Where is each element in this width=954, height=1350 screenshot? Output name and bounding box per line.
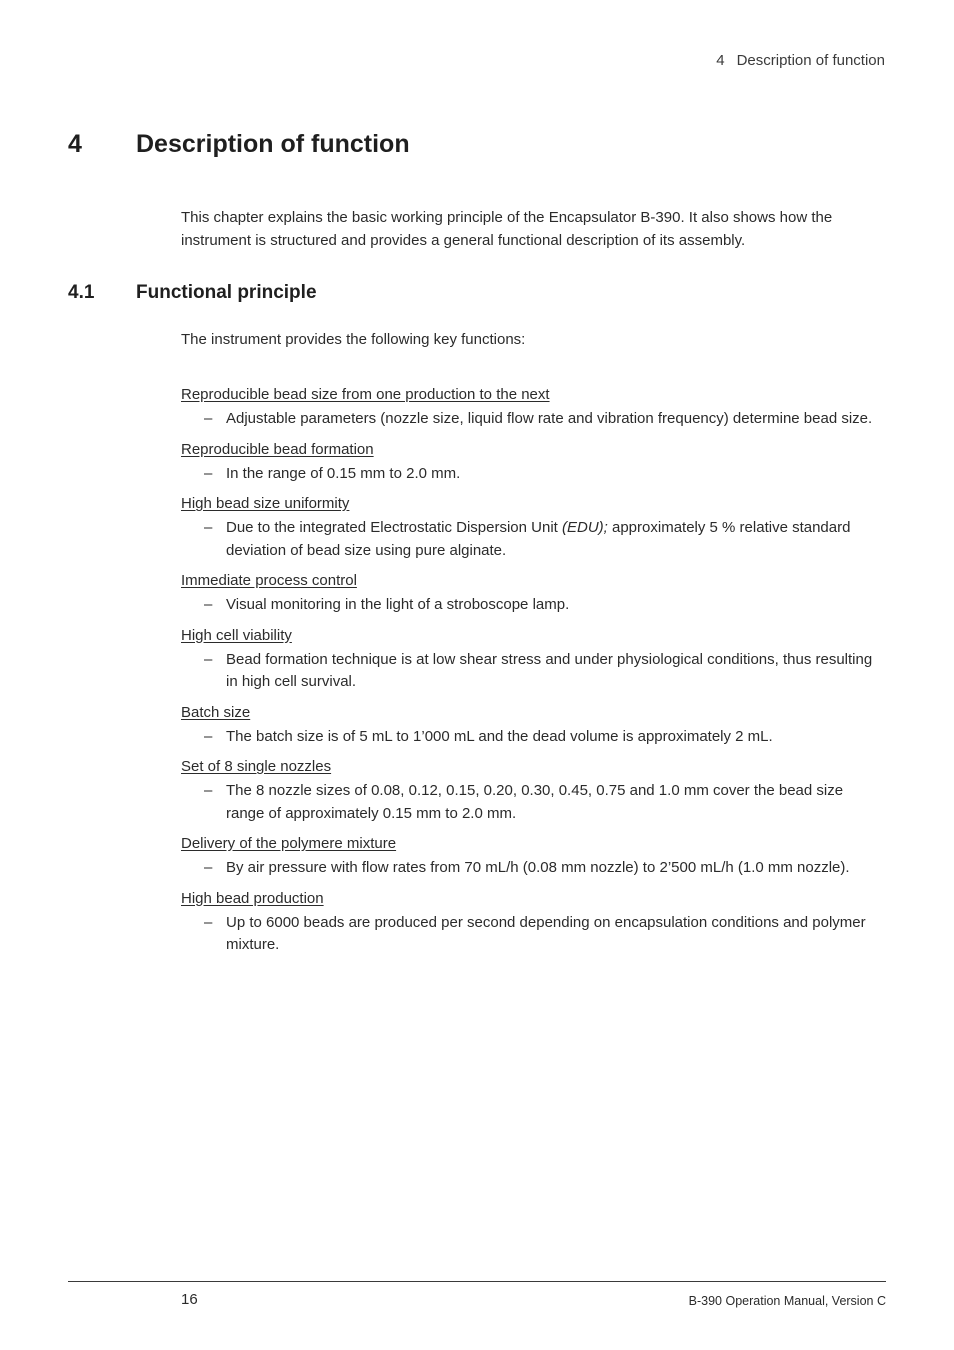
feature-title: High cell viability [181,626,292,644]
bullet-text: The 8 nozzle sizes of 0.08, 0.12, 0.15, 0.20, 0.30, 0.45, 0.75 and 1.0 mm cover the bead size range of approximately 0.15 mm to 2.0 mm. [226,782,844,822]
footer-document-title: B-390 Operation Manual, Version C [688,1294,886,1308]
section-number: 4.1 [68,282,95,303]
feature-item [181,494,881,562]
feature-title: High bead size uniformity [181,495,350,512]
feature-bullet [181,649,881,694]
feature-item [181,889,881,957]
feature-title: Reproducible bead formation [181,440,374,458]
feature-title: High bead production [181,889,324,907]
running-header-number: 4 [716,52,725,69]
bullet-text: The batch size is of 5 mL to 1’000 mL and the dead volume is approximately 2 mL. [226,727,773,745]
bullet-dash: – [204,859,213,876]
section-title: Functional principle [136,282,317,303]
feature-bullet [181,726,881,749]
footer-divider [68,1281,886,1282]
bullet-dash: – [204,410,213,427]
feature-bullet [181,463,881,486]
feature-bullet [181,517,881,562]
chapter-heading [68,130,410,159]
feature-item [181,440,881,486]
feature-list [181,385,881,966]
feature-item [181,834,881,880]
feature-title: Delivery of the polymere mixture [181,835,397,852]
bullet-dash: – [204,913,213,931]
chapter-title: Description of function [136,130,410,158]
bullet-dash: – [204,782,213,799]
page-number: 16 [181,1291,198,1308]
bullet-dash: – [204,464,213,482]
intro-paragraph: This chapter explains the basic working principle of the Encapsulator B-390. It also shows how the instrument is structured and provides a general functional description of its assembly. [181,209,833,249]
feature-bullet [181,594,881,617]
bullet-emphasis: (EDU); [562,519,608,536]
feature-title: Batch size [181,703,251,721]
feature-item [181,385,881,431]
chapter-number: 4 [68,130,82,158]
running-header-title: Description of function [736,52,885,69]
feature-item [181,626,881,694]
feature-bullet [181,408,881,431]
bullet-dash: – [204,596,213,613]
feature-item [181,757,881,825]
bullet-text: Due to the integrated Electrostatic Dispersion Unit [226,519,562,536]
feature-item [181,571,881,617]
bullet-text: Up to 6000 beads are produced per second depending on encapsulation conditions and polymer mixture. [226,913,866,953]
section-heading [68,282,317,304]
bullet-text: Bead formation technique is at low shear stress and under physiological conditions, thus resulting in high cell survival. [226,650,873,690]
feature-bullet [181,912,881,957]
feature-title: Set of 8 single nozzles [181,758,332,775]
bullet-text: Adjustable parameters (nozzle size, liquid flow rate and vibration frequency) determine bead size. [226,410,873,427]
lead-paragraph: The instrument provides the following key functions: [181,331,526,348]
bullet-text: By air pressure with flow rates from 70 mL/h (0.08 mm nozzle) to 2’500 mL/h (1.0 mm nozzle). [226,859,850,876]
feature-title: Immediate process control [181,572,357,589]
feature-item [181,703,881,749]
feature-bullet [181,780,881,825]
bullet-dash: – [204,519,213,536]
bullet-dash: – [204,727,213,745]
bullet-dash: – [204,650,213,668]
running-header [716,52,885,69]
bullet-text-continued: approximately 5 % relative standard deviation of bead size using pure alginate. [226,519,851,559]
bullet-text: In the range of 0.15 mm to 2.0 mm. [226,464,461,482]
feature-bullet [181,857,881,880]
feature-title: Reproducible bead size from one production to the next [181,386,550,403]
bullet-text: Visual monitoring in the light of a stroboscope lamp. [226,596,570,613]
